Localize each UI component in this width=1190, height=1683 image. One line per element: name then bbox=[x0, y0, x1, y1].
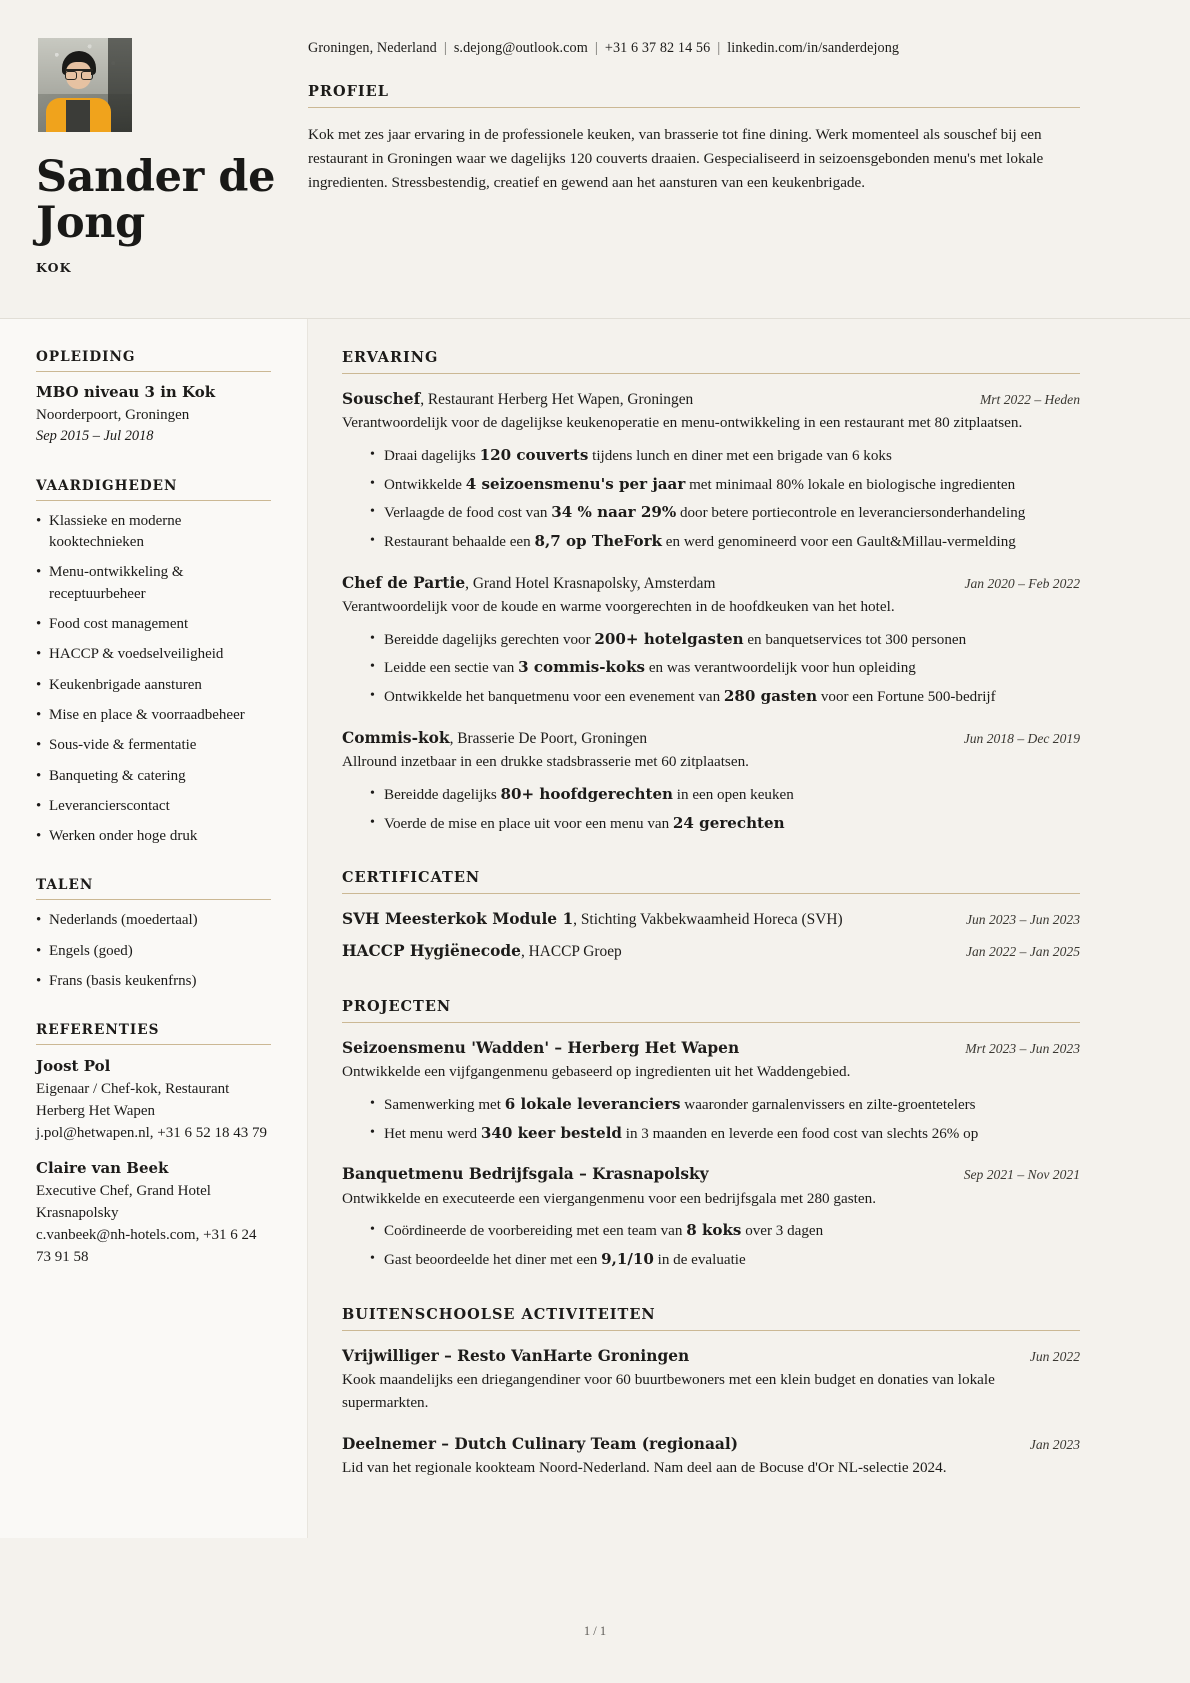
list-item: • Leverancierscontact bbox=[36, 796, 271, 817]
section-rule bbox=[36, 371, 271, 372]
entry-header bbox=[342, 1163, 1080, 1186]
bullet-pre: Ontwikkelde het banquetmenu voor een evenement van bbox=[384, 689, 724, 706]
list-item bbox=[370, 1093, 1080, 1117]
list-item: • Mise en place & voorraadbeheer bbox=[36, 705, 271, 726]
bullet-post: in een open keuken bbox=[673, 786, 794, 803]
section-projecten bbox=[342, 998, 1080, 1272]
experience-entry bbox=[342, 572, 1080, 709]
photo-panel bbox=[108, 38, 132, 132]
list-item bbox=[370, 501, 1080, 525]
entry-header bbox=[342, 572, 1080, 595]
entry-description: Verantwoordelijk voor de dagelijkse keukenoperatie en menu-ontwikkeling in een restaurant met 80 zitplaatsen. bbox=[342, 414, 1023, 432]
sidebar-section-talen bbox=[36, 877, 271, 992]
entry-title bbox=[342, 572, 715, 595]
entry-role: Souschef bbox=[342, 390, 421, 408]
project-entry bbox=[342, 1037, 1080, 1145]
header-contact-profile bbox=[308, 26, 1080, 210]
list-item: • Sous-vide & fermentatie bbox=[36, 735, 271, 756]
list-item: • Werken onder hoge druk bbox=[36, 826, 271, 847]
certificate-entry bbox=[342, 908, 1080, 931]
section-rule bbox=[36, 899, 271, 900]
experience-entry bbox=[342, 388, 1080, 554]
bullet-pre: Restaurant behaalde een bbox=[384, 534, 535, 551]
bullet-pre: Voerde de mise en place uit voor een menu van bbox=[384, 815, 673, 832]
entry-bullets bbox=[342, 783, 1080, 835]
education-institution: Noorderpoort, Groningen bbox=[36, 406, 190, 423]
entry-description: Ontwikkelde een vijfgangenmenu gebaseerd op ingredienten uit het Waddengebied. bbox=[342, 1063, 851, 1081]
list-item bbox=[370, 530, 1080, 554]
sidebar-section-opleiding bbox=[36, 349, 271, 448]
entry-date: Jan 2022 – Jan 2025 bbox=[965, 944, 1080, 960]
bullet-post: over 3 dagen bbox=[741, 1223, 824, 1240]
entry-title bbox=[342, 727, 647, 750]
entry-header bbox=[342, 940, 1080, 963]
section-rule bbox=[36, 1044, 271, 1045]
bullet-post: en was verantwoordelijk voor hun opleiding bbox=[645, 660, 916, 677]
contact-email[interactable]: s.dejong@outlook.com bbox=[453, 40, 588, 56]
entry-description: Verantwoordelijk voor de koude en warme voorgerechten in de hoofdkeuken van het hotel. bbox=[342, 598, 895, 616]
bullet-highlight: 80+ hoofdgerechten bbox=[500, 784, 674, 803]
section-buitenschoolse-activiteiten bbox=[342, 1306, 1080, 1480]
section-heading-ervaring: ERVARING bbox=[342, 349, 439, 366]
list-item bbox=[370, 628, 1080, 652]
contact-linkedin[interactable]: linkedin.com/in/sanderdejong bbox=[727, 40, 900, 56]
section-ervaring bbox=[342, 349, 1080, 835]
project-entry bbox=[342, 1163, 1080, 1271]
page-indicator: 1 / 1 bbox=[583, 1624, 607, 1638]
entry-title bbox=[342, 1433, 738, 1456]
list-item bbox=[370, 1122, 1080, 1146]
reference-position: Executive Chef, Grand Hotel Krasnapolsky bbox=[36, 1182, 211, 1222]
list-item bbox=[370, 1219, 1080, 1243]
entry-company: , Restaurant Herberg Het Wapen, Groningen bbox=[420, 391, 694, 408]
entry-date: Jan 2020 – Feb 2022 bbox=[964, 575, 1080, 591]
sidebar-heading-vaardigheden: VAARDIGHEDEN bbox=[36, 477, 178, 494]
section-certificaten bbox=[342, 869, 1080, 964]
bullet-pre: Samenwerking met bbox=[384, 1096, 505, 1113]
entry-date: Mrt 2023 – Jun 2023 bbox=[965, 1040, 1080, 1056]
bullet-post: in 3 maanden en leverde een food cost van slechts 26% op bbox=[621, 1125, 979, 1142]
bullet-highlight: 200+ hotelgasten bbox=[594, 629, 744, 648]
sidebar-heading-opleiding: OPLEIDING bbox=[36, 349, 136, 365]
entry-bullets bbox=[342, 444, 1080, 554]
profile-summary-text: Kok met zes jaar ervaring in de professionele keuken, van brasserie tot fine dining. Werk momenteel als souschef bij een restaurant in Groningen waar we dagelijks 120 couverts draaien. Gespecialiseerd in seizoensgebonden menu's met lokale ingredienten. Stressbestendig, creatief en gewend aan het aansturen van een keukenbrigade. bbox=[308, 126, 1044, 192]
section-rule bbox=[342, 893, 1080, 894]
resume-body bbox=[0, 318, 1190, 1538]
contact-location: Groningen, Nederland bbox=[308, 40, 437, 56]
bullet-highlight: 340 keer besteld bbox=[480, 1123, 622, 1142]
bullet-pre: Coördineerde de voorbereiding met een team van bbox=[384, 1223, 687, 1240]
bullet-pre: Gast beoordeelde het diner met een bbox=[384, 1251, 602, 1268]
list-item: • Banqueting & catering bbox=[36, 766, 271, 787]
entry-header bbox=[342, 1037, 1080, 1060]
section-heading-certificaten: CERTIFICATEN bbox=[342, 869, 481, 887]
activity-entry bbox=[342, 1433, 1080, 1480]
section-rule bbox=[342, 373, 1080, 374]
entry-title bbox=[342, 908, 843, 931]
bullet-post: in de evaluatie bbox=[653, 1251, 746, 1268]
bullet-highlight: 6 lokale leveranciers bbox=[504, 1094, 681, 1113]
section-rule bbox=[308, 107, 1080, 108]
bullet-highlight: 120 couverts bbox=[479, 446, 589, 465]
bullet-pre: Bereidde dagelijks bbox=[384, 786, 501, 803]
certificate-issuer: , Stichting Vakbekwaamheid Horeca (SVH) bbox=[573, 911, 843, 929]
entry-bullets bbox=[342, 1219, 1080, 1271]
certificate-entry bbox=[342, 940, 1080, 963]
entry-title bbox=[342, 940, 622, 963]
list-item: • Menu-ontwikkeling & receptuurbeheer bbox=[36, 562, 271, 605]
bullet-post: voor een Fortune 500-bedrijf bbox=[817, 689, 996, 706]
bullet-post: en werd genomineerd voor een Gault&Millau-vermelding bbox=[662, 534, 1016, 551]
entry-bullets bbox=[342, 1093, 1080, 1145]
section-rule bbox=[342, 1330, 1080, 1331]
bullet-pre: Bereidde dagelijks gerechten voor bbox=[384, 631, 595, 648]
skills-list bbox=[36, 511, 271, 848]
entry-header bbox=[342, 388, 1080, 411]
bullet-pre: Verlaagde de food cost van bbox=[384, 505, 552, 522]
list-item bbox=[370, 783, 1080, 807]
reference-position: Eigenaar / Chef-kok, Restaurant Herberg Het Wapen bbox=[36, 1080, 230, 1119]
bullet-post: waaronder garnalenvissers en zilte-groentetelers bbox=[680, 1096, 976, 1113]
entry-description: Allround inzetbaar in een drukke stadsbrasserie met 60 zitplaatsen. bbox=[342, 753, 749, 771]
sidebar-heading-referenties: REFERENTIES bbox=[36, 1022, 160, 1039]
list-item: • Food cost management bbox=[36, 614, 271, 635]
entry-header bbox=[342, 908, 1080, 931]
bullet-pre: Ontwikkelde bbox=[384, 476, 466, 493]
entry-role: Commis-kok bbox=[342, 728, 450, 747]
list-item: • HACCP & voedselveiligheid bbox=[36, 644, 271, 665]
entry-title bbox=[342, 1345, 689, 1368]
page-title: Sander de Jong bbox=[36, 152, 276, 248]
certificate-name: SVH Meesterkok Module 1 bbox=[342, 910, 574, 929]
entry-title bbox=[342, 1037, 739, 1060]
contact-separator: | bbox=[443, 40, 447, 56]
entry-header bbox=[342, 727, 1080, 750]
contact-line bbox=[308, 40, 1080, 57]
sidebar-heading-talen: TALEN bbox=[36, 877, 94, 894]
bullet-post: en banquetservices tot 300 personen bbox=[743, 631, 967, 648]
bullet-post: tijdens lunch en diner met een brigade van 6 koks bbox=[588, 448, 892, 465]
section-heading-buitenschoolse: BUITENSCHOOLSE ACTIVITEITEN bbox=[342, 1305, 656, 1323]
list-item bbox=[370, 812, 1080, 836]
education-date: Sep 2015 – Jul 2018 bbox=[36, 428, 154, 445]
entry-title bbox=[342, 1163, 709, 1186]
section-rule bbox=[342, 1022, 1080, 1023]
list-item: • Frans (basis keukenfrns) bbox=[36, 971, 271, 992]
list-item: • Keukenbrigade aansturen bbox=[36, 675, 271, 696]
header-identity-block bbox=[36, 26, 308, 275]
bullet-highlight: 8,7 op TheFork bbox=[534, 532, 663, 551]
entry-bullets bbox=[342, 628, 1080, 709]
contact-separator: | bbox=[717, 40, 721, 56]
entry-role: Chef de Partie bbox=[342, 573, 466, 592]
bullet-pre: Leidde een sectie van bbox=[384, 660, 519, 677]
list-item bbox=[370, 1248, 1080, 1272]
entry-date: Jun 2022 bbox=[1029, 1348, 1080, 1364]
reference-name: Joost Pol bbox=[36, 1057, 111, 1076]
bullet-pre: Het menu werd bbox=[384, 1125, 481, 1142]
entry-header bbox=[342, 1345, 1080, 1368]
reference-contact: c.vanbeek@nh-hotels.com, +31 6 24 73 91 58 bbox=[36, 1227, 257, 1266]
sidebar bbox=[0, 319, 308, 1538]
list-item: • Engels (goed) bbox=[36, 941, 271, 962]
bullet-pre: Draai dagelijks bbox=[384, 448, 480, 465]
education-degree: MBO niveau 3 in Kok bbox=[36, 383, 216, 401]
project-name: Banquetmenu Bedrijfsgala – Krasnapolsky bbox=[342, 1165, 709, 1184]
section-rule bbox=[36, 500, 271, 501]
entry-description: Kook maandelijks een driegangendiner voor 60 buurtbewoners met een klein budget en donaties van lokale supermarkten. bbox=[342, 1370, 995, 1411]
list-item bbox=[370, 685, 1080, 709]
bullet-highlight: 24 gerechten bbox=[672, 813, 785, 832]
entry-date: Jun 2018 – Dec 2019 bbox=[963, 730, 1080, 746]
list-item bbox=[370, 656, 1080, 680]
languages-list bbox=[36, 910, 271, 992]
photo-apron bbox=[66, 100, 90, 132]
bullet-highlight: 34 % naar 29% bbox=[551, 503, 677, 522]
entry-title bbox=[342, 388, 693, 411]
activity-name: Deelnemer – Dutch Culinary Team (regionaal) bbox=[342, 1434, 739, 1453]
section-heading-profiel: PROFIEL bbox=[308, 83, 389, 100]
entry-description: Lid van het regionale kookteam Noord-Nederland. Nam deel aan de Bocuse d'Or NL-selectie 2024. bbox=[342, 1458, 947, 1476]
entry-header bbox=[342, 1433, 1080, 1456]
reference-contact: j.pol@hetwapen.nl, +31 6 52 18 43 79 bbox=[36, 1125, 267, 1142]
bullet-highlight: 280 gasten bbox=[723, 687, 818, 706]
bullet-post: door betere portiecontrole en leveranciersonderhandeling bbox=[676, 505, 1026, 522]
sidebar-section-vaardigheden bbox=[36, 478, 271, 848]
entry-company: , Brasserie De Poort, Groningen bbox=[449, 729, 648, 747]
entry-date: Sep 2021 – Nov 2021 bbox=[963, 1167, 1080, 1183]
page-footer bbox=[0, 1624, 1190, 1639]
activity-name: Vrijwilliger – Resto VanHarte Groningen bbox=[342, 1346, 690, 1365]
bullet-highlight: 4 seizoensmenu's per jaar bbox=[465, 474, 686, 493]
experience-entry bbox=[342, 727, 1080, 835]
entry-company: , Grand Hotel Krasnapolsky, Amsterdam bbox=[465, 574, 716, 592]
bullet-highlight: 8 koks bbox=[686, 1221, 742, 1240]
activity-entry bbox=[342, 1345, 1080, 1415]
main-column bbox=[308, 319, 1190, 1538]
bullet-highlight: 9,1/10 bbox=[601, 1249, 654, 1268]
bullet-post: met minimaal 80% lokale en biologische ingredienten bbox=[685, 476, 1016, 493]
certificate-issuer: , HACCP Groep bbox=[520, 943, 622, 961]
list-item bbox=[370, 473, 1080, 497]
profile-photo bbox=[38, 38, 132, 132]
entry-date: Jun 2023 – Jun 2023 bbox=[965, 912, 1080, 928]
list-item bbox=[370, 444, 1080, 468]
contact-phone[interactable]: +31 6 37 82 14 56 bbox=[604, 40, 711, 56]
entry-description: Ontwikkelde en executeerde een viergangenmenu voor een bedrijfsgala met 280 gasten. bbox=[342, 1189, 877, 1207]
glasses-icon bbox=[65, 69, 93, 75]
reference-item bbox=[36, 1055, 271, 1144]
contact-separator: | bbox=[594, 40, 598, 56]
certificate-name: HACCP Hygiënecode bbox=[342, 942, 521, 961]
resume-header bbox=[0, 0, 1190, 318]
section-heading-projecten: PROJECTEN bbox=[342, 997, 452, 1015]
list-item: • Klassieke en moderne kooktechnieken bbox=[36, 511, 271, 554]
list-item: • Nederlands (moedertaal) bbox=[36, 910, 271, 931]
project-name: Seizoensmenu 'Wadden' – Herberg Het Wapen bbox=[342, 1038, 740, 1057]
bullet-highlight: 3 commis-koks bbox=[518, 658, 646, 677]
sidebar-section-referenties bbox=[36, 1022, 271, 1268]
entry-date: Mrt 2022 – Heden bbox=[979, 392, 1080, 407]
education-item bbox=[36, 382, 271, 448]
job-title: KOK bbox=[36, 260, 72, 275]
reference-name: Claire van Beek bbox=[36, 1159, 169, 1178]
entry-date: Jan 2023 bbox=[1029, 1436, 1080, 1452]
reference-item bbox=[36, 1157, 271, 1268]
